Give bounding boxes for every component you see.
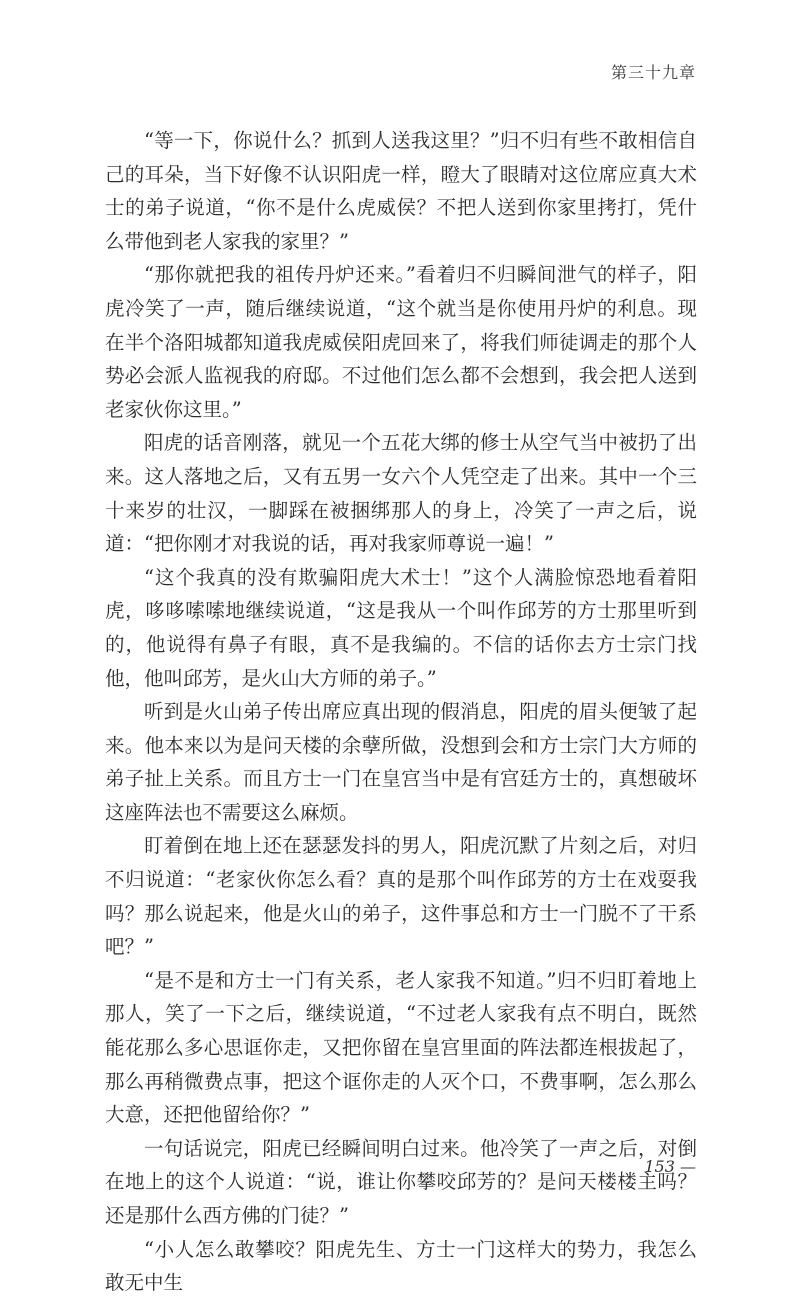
paragraph-7: “是不是和方士一门有关系，老人家我不知道。”归不归盯着地上那人，笑了一下之后，继续说道，“不过老人家我有点不明白，既然能花那么多心思诓你走，又把你留在皇宫里面的阵法都连根拔起了，那么再稍微费点事，把这个诓你走的人灭个口，不费事啊，怎么那么大意，还把他留给你？” bbox=[105, 968, 697, 1127]
paragraph-3: 阳虎的话音刚落，就见一个五花大绑的修士从空气当中被扔了出来。这人落地之后，又有五男一女六个人凭空走了出来。其中一个三十来岁的壮汉，一脚踩在被捆绑那人的身上，冷笑了一声之后，说道：“把你刚才对我说的话，再对我家师尊说一遍！” bbox=[105, 431, 697, 556]
body-text bbox=[105, 124, 697, 1300]
paragraph-1: “等一下，你说什么？抓到人送我这里？”归不归有些不敢相信自己的耳朵，当下好像不认识阳虎一样，瞪大了眼睛对这位席应真大术士的弟子说道，“你不是什么虎威侯？不把人送到你家里拷打，凭什么带他到老人家我的家里？” bbox=[105, 129, 697, 253]
paragraph-5: 听到是火山弟子传出席应真出现的假消息，阳虎的眉头便皱了起来。他本来以为是问天楼的余孽所做，没想到会和方士宗门大方师的弟子扯上关系。而且方士一门在皇宫当中是有宫廷方士的，真想破坏这座阵法也不需要这么麻烦。 bbox=[105, 700, 697, 824]
paragraph-9: “小人怎么敢攀咬？阳虎先生、方士一门这样大的势力，我怎么敢无中生 bbox=[105, 1237, 697, 1295]
paragraph-8: 一句话说完，阳虎已经瞬间明白过来。他冷笑了一声之后，对倒在地上的这个人说道：“说，谁让你攀咬邱芳的？是问天楼楼主吗？还是那什么西方佛的门徒？” bbox=[105, 1136, 697, 1227]
chapter-header: 第三十九章 bbox=[610, 63, 696, 82]
paragraph-2: “那你就把我的祖传丹炉还来。”看着归不归瞬间泄气的样子，阳虎冷笑了一声，随后继续说道，“这个就当是你使用丹炉的利息。现在半个洛阳城都知道我虎威侯阳虎回来了，将我们师徒调走的那个人势必会派人监视我的府邸。不过他们怎么都不会想到，我会把人送到老家伙你这里。” bbox=[105, 263, 697, 421]
paragraph-4: “这个我真的没有欺骗阳虎大术士！”这个人满脸惊恐地看着阳虎，哆哆嗦嗦地继续说道，“这是我从一个叫作邱芳的方士那里听到的，他说得有鼻子有眼，真不是我编的。不信的话你去方士宗门找他，他叫邱芳，是火山大方师的弟子。” bbox=[105, 565, 697, 690]
page-number: 153 — bbox=[644, 1157, 696, 1176]
paragraph-6: 盯着倒在地上还在瑟瑟发抖的男人，阳虎沉默了片刻之后，对归不归说道：“老家伙你怎么看？真的是那个叫作邱芳的方士在戏耍我吗？那么说起来，他是火山的弟子，这件事总和方士一门脱不了干系吧？” bbox=[105, 834, 697, 959]
